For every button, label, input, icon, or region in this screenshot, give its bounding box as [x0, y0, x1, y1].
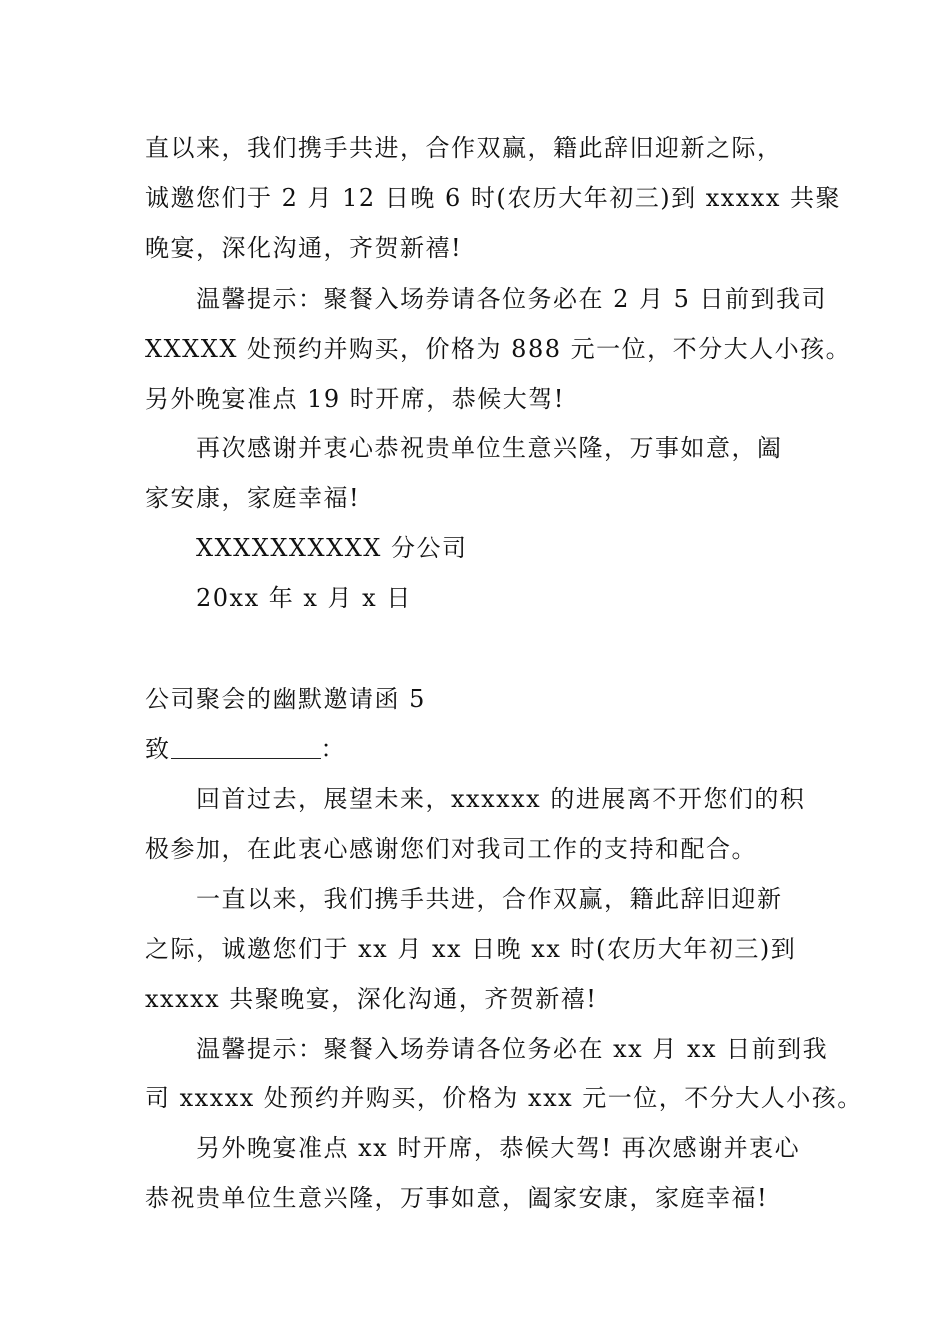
letter4-p2-line3: 另外晚宴准点 19 时开席，恭候大驾!	[145, 385, 565, 413]
letter5-p3-line2: 司 xxxxx 处预约并购买，价格为 xxx 元一位，不分大人小孩。	[145, 1084, 863, 1112]
letter4-signature: XXXXXXXXXX 分公司	[196, 534, 468, 562]
letter4-p1-line1: 直以来，我们携手共进，合作双赢，籍此辞旧迎新之际，	[145, 134, 783, 162]
letter5-p1-line2: 极参加，在此衷心感谢您们对我司工作的支持和配合。	[145, 835, 757, 863]
letter5-p2-line2: 之际，诚邀您们于 xx 月 xx 日晚 xx 时(农历大年初三)到	[145, 935, 797, 963]
letter5-salutation	[145, 734, 346, 764]
letter4-p1-line3: 晚宴，深化沟通，齐贺新禧!	[145, 234, 463, 262]
letter4-p3-line2: 家安康，家庭幸福!	[145, 484, 361, 512]
salutation-prefix: 致	[145, 735, 171, 763]
letter5-p2-line1: 一直以来，我们携手共进，合作双赢，籍此辞旧迎新	[196, 885, 783, 913]
letter5-heading: 公司聚会的幽默邀请函 5	[145, 685, 426, 713]
salutation-suffix: ：	[320, 735, 346, 763]
letter4-p2-line2: XXXXX 处预约并购买，价格为 888 元一位，不分大人小孩。	[145, 335, 852, 363]
letter5-p4-line2: 恭祝贵单位生意兴隆，万事如意，阖家安康，家庭幸福!	[145, 1184, 769, 1212]
letter4-p2-line1: 温馨提示：聚餐入场券请各位务必在 2 月 5 日前到我司	[196, 285, 828, 313]
letter4-p1-line2: 诚邀您们于 2 月 12 日晚 6 时(农历大年初三)到 xxxxx 共聚	[145, 184, 842, 212]
letter5-p1-line1: 回首过去，展望未来，xxxxxx 的进展离不开您们的积	[196, 785, 806, 813]
letter4-date: 20xx 年 x 月 x 日	[196, 584, 412, 612]
letter4-p3-line1: 再次感谢并衷心恭祝贵单位生意兴隆，万事如意，阖	[196, 434, 783, 462]
recipient-blank	[171, 736, 321, 759]
letter5-p2-line3: xxxxx 共聚晚宴，深化沟通，齐贺新禧!	[145, 985, 598, 1013]
letter5-p3-line1: 温馨提示：聚餐入场券请各位务必在 xx 月 xx 日前到我	[196, 1035, 829, 1063]
letter5-p4-line1: 另外晚宴准点 xx 时开席，恭候大驾! 再次感谢并衷心	[196, 1134, 801, 1162]
